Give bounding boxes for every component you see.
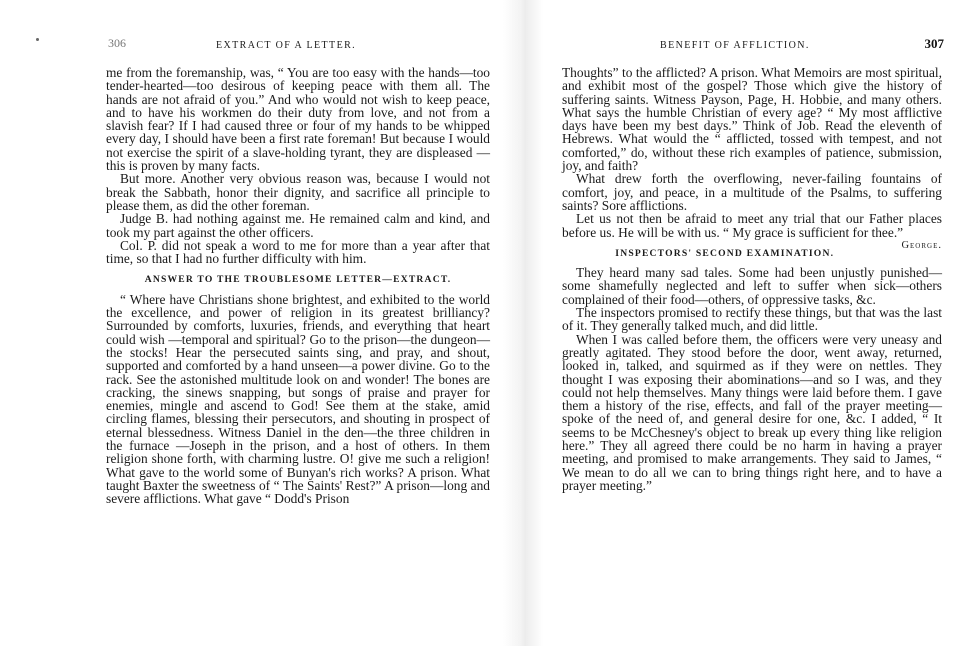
paragraph: But more. Another very obvious reason was, because I would not break the Sabbath, honor their dignity, and sacrifice all principle to please them, as did the other foreman. (106, 171, 490, 213)
margin-speck (36, 38, 39, 41)
paragraph: Thoughts” to the afflicted? A prison. What Memoirs are most spiritual, and exhibit most of the gospel? Those which give the history of suffering saints. Witness Payson, Page, H. Hobbie, and many others. What says the humble Christian of every age? “ My most afflictive days have been my best days.” Think of Job. Read the eleventh of Hebrews. What would the “ afflicted, tossed with tempest, and not comforted,” do, without these rich examples of patience, submission, joy, and faith? (562, 65, 942, 174)
left-page-number: 306 (108, 36, 126, 50)
left-running-header (96, 34, 494, 56)
paragraph: What drew forth the overflowing, never-failing fountains of comfort, joy, and peace, in a multitude of the Psalms, to suffering saints? Sore afflictions. (562, 171, 942, 213)
paragraph: The inspectors promised to rectify these things, but that was the last of it. They generally talked much, and did little. (562, 305, 942, 334)
left-page (96, 0, 494, 646)
right-page-number: 307 (924, 36, 944, 51)
paragraph (562, 211, 942, 251)
left-page-body (106, 66, 490, 506)
paragraph: They heard many sad tales. Some had been unjustly punished—some shamefully neglected and left to suffer when sick—others complained of their food—others, of oppressive tasks, &c. (562, 265, 942, 307)
right-page (556, 0, 948, 646)
paragraph: When I was called before them, the officers were very uneasy and greatly agitated. They stood before the door, went away, returned, looked in, talked, and squirmed as if they were on nettles. They thought I was exposing their abominations—and so I was, and they could not help themselves. Many things were laid before them. I gave them a history of the rise, effects, and fall of the prayer meeting—spoke of the need of, and general desire for one, &c. I added, “ It seems to be McChesney's object to break up every thing like religion here.” They all agreed there could be no harm in having a prayer meeting, and promised to make arrangements. They said to James, “ We mean to do all we can to bring things right here, and to have a prayer meeting.” (562, 331, 942, 493)
right-running-header (556, 34, 948, 56)
paragraph: me from the foremanship, was, “ You are too easy with the hands—too tender-hearted—too desirous of keeping peace with them all. The hands are not afraid of you.” And who would not wish to keep peace, and to have his workmen do their duty from love, and not from a slavish fear? If I had caused three or four of my hands to be whipped every day, I should have been a first rate foreman! But because I would not exercise the spirit of a slave-holding tyrant, they are displeased —this is proven by many facts. (106, 65, 490, 174)
section-heading: INSPECTORS' SECOND EXAMINATION. (615, 247, 835, 259)
paragraph: Judge B. had nothing against me. He remained calm and kind, and took my part against the other officers. (106, 211, 490, 240)
signature: George. (901, 239, 942, 251)
left-running-head: EXTRACT OF A LETTER. (216, 40, 357, 51)
paragraph: “ Where have Christians shone brightest, and exhibited to the world the excellence, and power of religion in its greatest brilliancy? Surrounded by comforts, luxuries, friends, and everything that heart could wish —temporal and spiritual? Go to the prison—the dungeon—the stocks! Hear the persecuted saints sing, and pray, and shout, supported and comforted by a hand unseen—a power divine. Go to the rack. See the astonished multitude look on and wonder! The bones are cracking, the sinews snapping, but songs of praise and prayer for enemies, mingle and ascend to God! See them at the stake, amid circling flames, blessing their persecutors, and shouting in prospect of eternal blessedness. Witness Daniel in the den—the three children in the furnace —Joseph in the prison, and a host of others. In them religion shone forth, with charming lustre. O! give me such a religion! What gave to the world some of Bunyan's rich works? A prison. What taught Baxter the sweetness of “ The Saints' Rest?” A prison—long and severe afflictions. What gave “ Dodd's Prison (106, 291, 490, 507)
section-heading: ANSWER TO THE TROUBLESOME LETTER—EXTRACT. (144, 274, 452, 286)
paragraph-text: Let us not then be afraid to meet any trial that our Father places before us. He will be with us. “ My grace is sufficient for thee.” (562, 211, 942, 240)
book-gutter (503, 0, 543, 646)
right-page-body (562, 66, 942, 492)
paragraph: Col. P. did not speak a word to me for more than a year after that time, so that I had no further difficulty with him. (106, 237, 490, 267)
right-running-head: BENEFIT OF AFFLICTION. (660, 40, 810, 51)
